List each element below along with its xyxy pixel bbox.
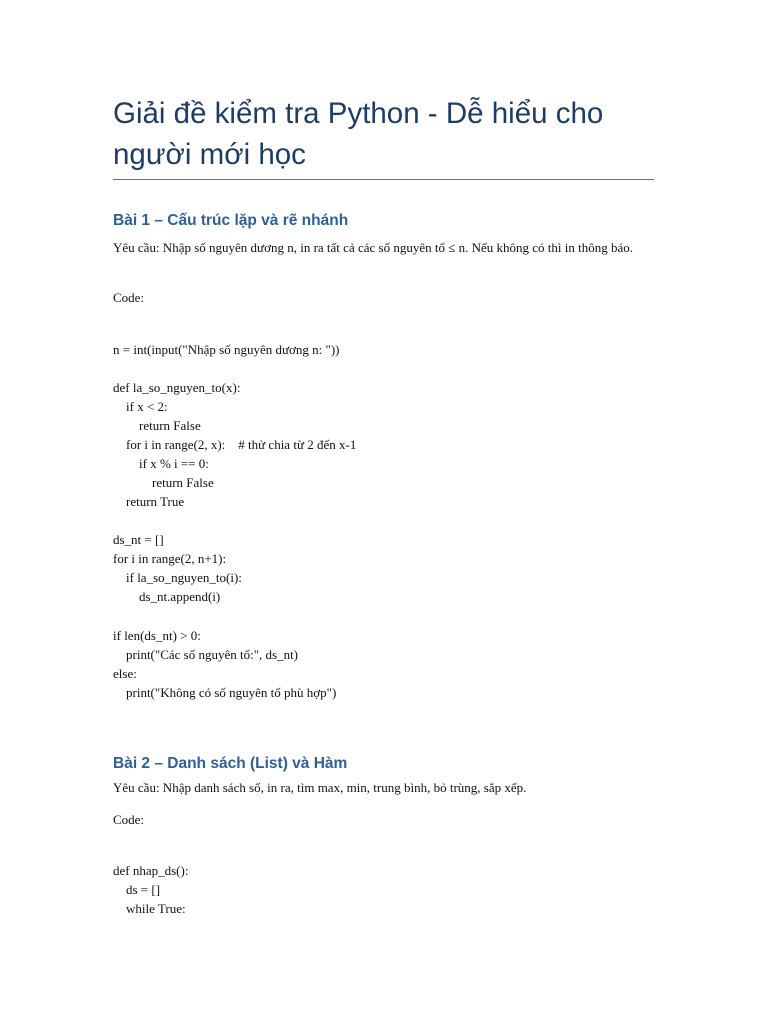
code-line: if x % i == 0: [113, 456, 209, 471]
section-2-heading: Bài 2 – Danh sách (List) và Hàm [113, 755, 348, 772]
code-line: return False [113, 475, 214, 490]
code-line: print("Các số nguyên tố:", ds_nt) [113, 647, 299, 662]
code-line: def nhap_ds(): [113, 863, 189, 878]
code-line: return False [113, 418, 201, 433]
code-line: if len(ds_nt) > 0: [113, 628, 201, 643]
document-title: Giải đề kiểm tra Python - Dễ hiểu cho người mới học [113, 97, 604, 171]
section-1-code-label: Code: [113, 290, 145, 305]
code-line: ds_nt = [] [113, 532, 164, 547]
code-line: if x < 2: [113, 399, 168, 414]
section-2-code-label: Code: [113, 812, 145, 827]
code-line: ds = [] [113, 882, 161, 897]
code-line: print("Không có số nguyên tố phù hợp") [113, 685, 337, 700]
code-line: for i in range(2, x): # thử chia từ 2 đến x-1 [113, 437, 357, 452]
section-1-heading: Bài 1 – Cấu trúc lặp và rẽ nhánh [113, 212, 349, 229]
title-underline [113, 179, 654, 180]
code-line: if la_so_nguyen_to(i): [113, 570, 242, 585]
code-line: while True: [113, 901, 186, 916]
code-line: return True [113, 494, 185, 509]
code-line: def la_so_nguyen_to(x): [113, 380, 241, 395]
section-2-requirement: Yêu cầu: Nhập danh sách số, in ra, tìm max, min, trung bình, bỏ trùng, sắp xếp. [113, 780, 527, 795]
code-line: n = int(input("Nhập số nguyên dương n: ")) [113, 342, 340, 357]
code-line: ds_nt.append(i) [113, 589, 221, 604]
code-line: for i in range(2, n+1): [113, 551, 227, 566]
section-1-requirement: Yêu cầu: Nhập số nguyên dương n, in ra tất cả các số nguyên tố ≤ n. Nếu không có thì in thông báo. [113, 240, 633, 255]
code-line: else: [113, 666, 137, 681]
